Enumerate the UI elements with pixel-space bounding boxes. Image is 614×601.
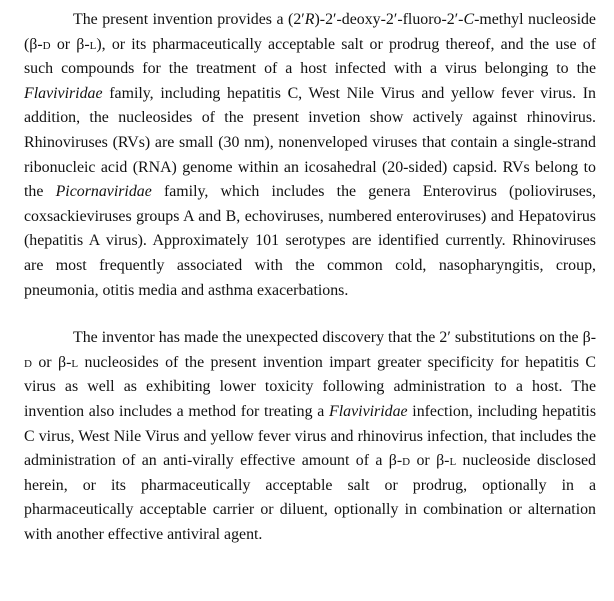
text-segment: d <box>24 353 32 371</box>
text-segment: The present invention provides a (2′ <box>73 11 305 28</box>
paragraph-invention-summary <box>24 8 596 303</box>
text-segment: family, which includes the genera Enterovirus (polioviruses, coxsackieviruses groups A and B, echoviruses, numbered enteroviruses) and Hepatovirus (hepatitis A virus). Approximately 101 serotypes are identified currently. Rhinoviruses are most frequently associated with the common cold, nasopharyngitis, croup, pneumonia, otitis media and asthma exacerbations. <box>24 183 596 299</box>
text-segment: R <box>304 11 315 28</box>
text-segment: ), or its pharmaceutically acceptable salt or prodrug thereof, and the use of such compounds for the treatment of a host infected with a virus belonging to the <box>24 35 596 78</box>
text-segment: The inventor has made the unexpected discovery that the 2′ substitutions on the β- <box>73 329 596 347</box>
text-segment: Flaviviridae <box>24 84 103 102</box>
text-segment: -methyl nucleoside (β- <box>24 11 596 53</box>
text-segment: or β- <box>50 35 90 53</box>
text-segment: d <box>402 452 411 470</box>
text-segment: l <box>89 35 97 53</box>
text-segment: d <box>42 35 51 53</box>
text-segment: Flaviviridae <box>329 402 408 420</box>
text-segment: l <box>449 452 457 470</box>
text-segment: l <box>71 353 79 371</box>
text-segment: or β- <box>31 353 72 371</box>
text-segment: family, including hepatitis C, West Nile Virus and yellow fever virus. In addition, the nucleosides of the present invetion show actively against rhinovirus. Rhinoviruses (RVs) are small (30 nm), nonenveloped viruses that contain a single-strand ribonucleic acid (RNA) genome within an icosahedral (20-sided) capsid. RVs belong to the <box>24 84 596 201</box>
text-segment: )-2′-deoxy-2′-fluoro-2′- <box>314 11 464 28</box>
text-segment: Picornaviridae <box>55 183 152 201</box>
text-segment: infection, including hepatitis C virus, West Nile Virus and yellow fever virus and rhinovirus infection, that includes the administration of an anti-virally effective amount of a β- <box>24 402 596 470</box>
document-page <box>24 8 596 547</box>
text-segment: C <box>463 11 475 28</box>
text-segment: nucleoside disclosed herein, or its pharmaceutically acceptable salt or prodrug, optionally in a pharmaceutically acceptable carrier or diluent, optionally in combination or alternation with another effective antiviral agent. <box>24 452 597 543</box>
paragraph-discovery <box>24 326 596 547</box>
text-segment: nucleosides of the present invention impart greater specificity for hepatitis C virus as well as exhibiting lower toxicity following administration to a host. The invention also includes a method for treating a <box>24 353 597 420</box>
text-segment: or β- <box>410 452 450 470</box>
